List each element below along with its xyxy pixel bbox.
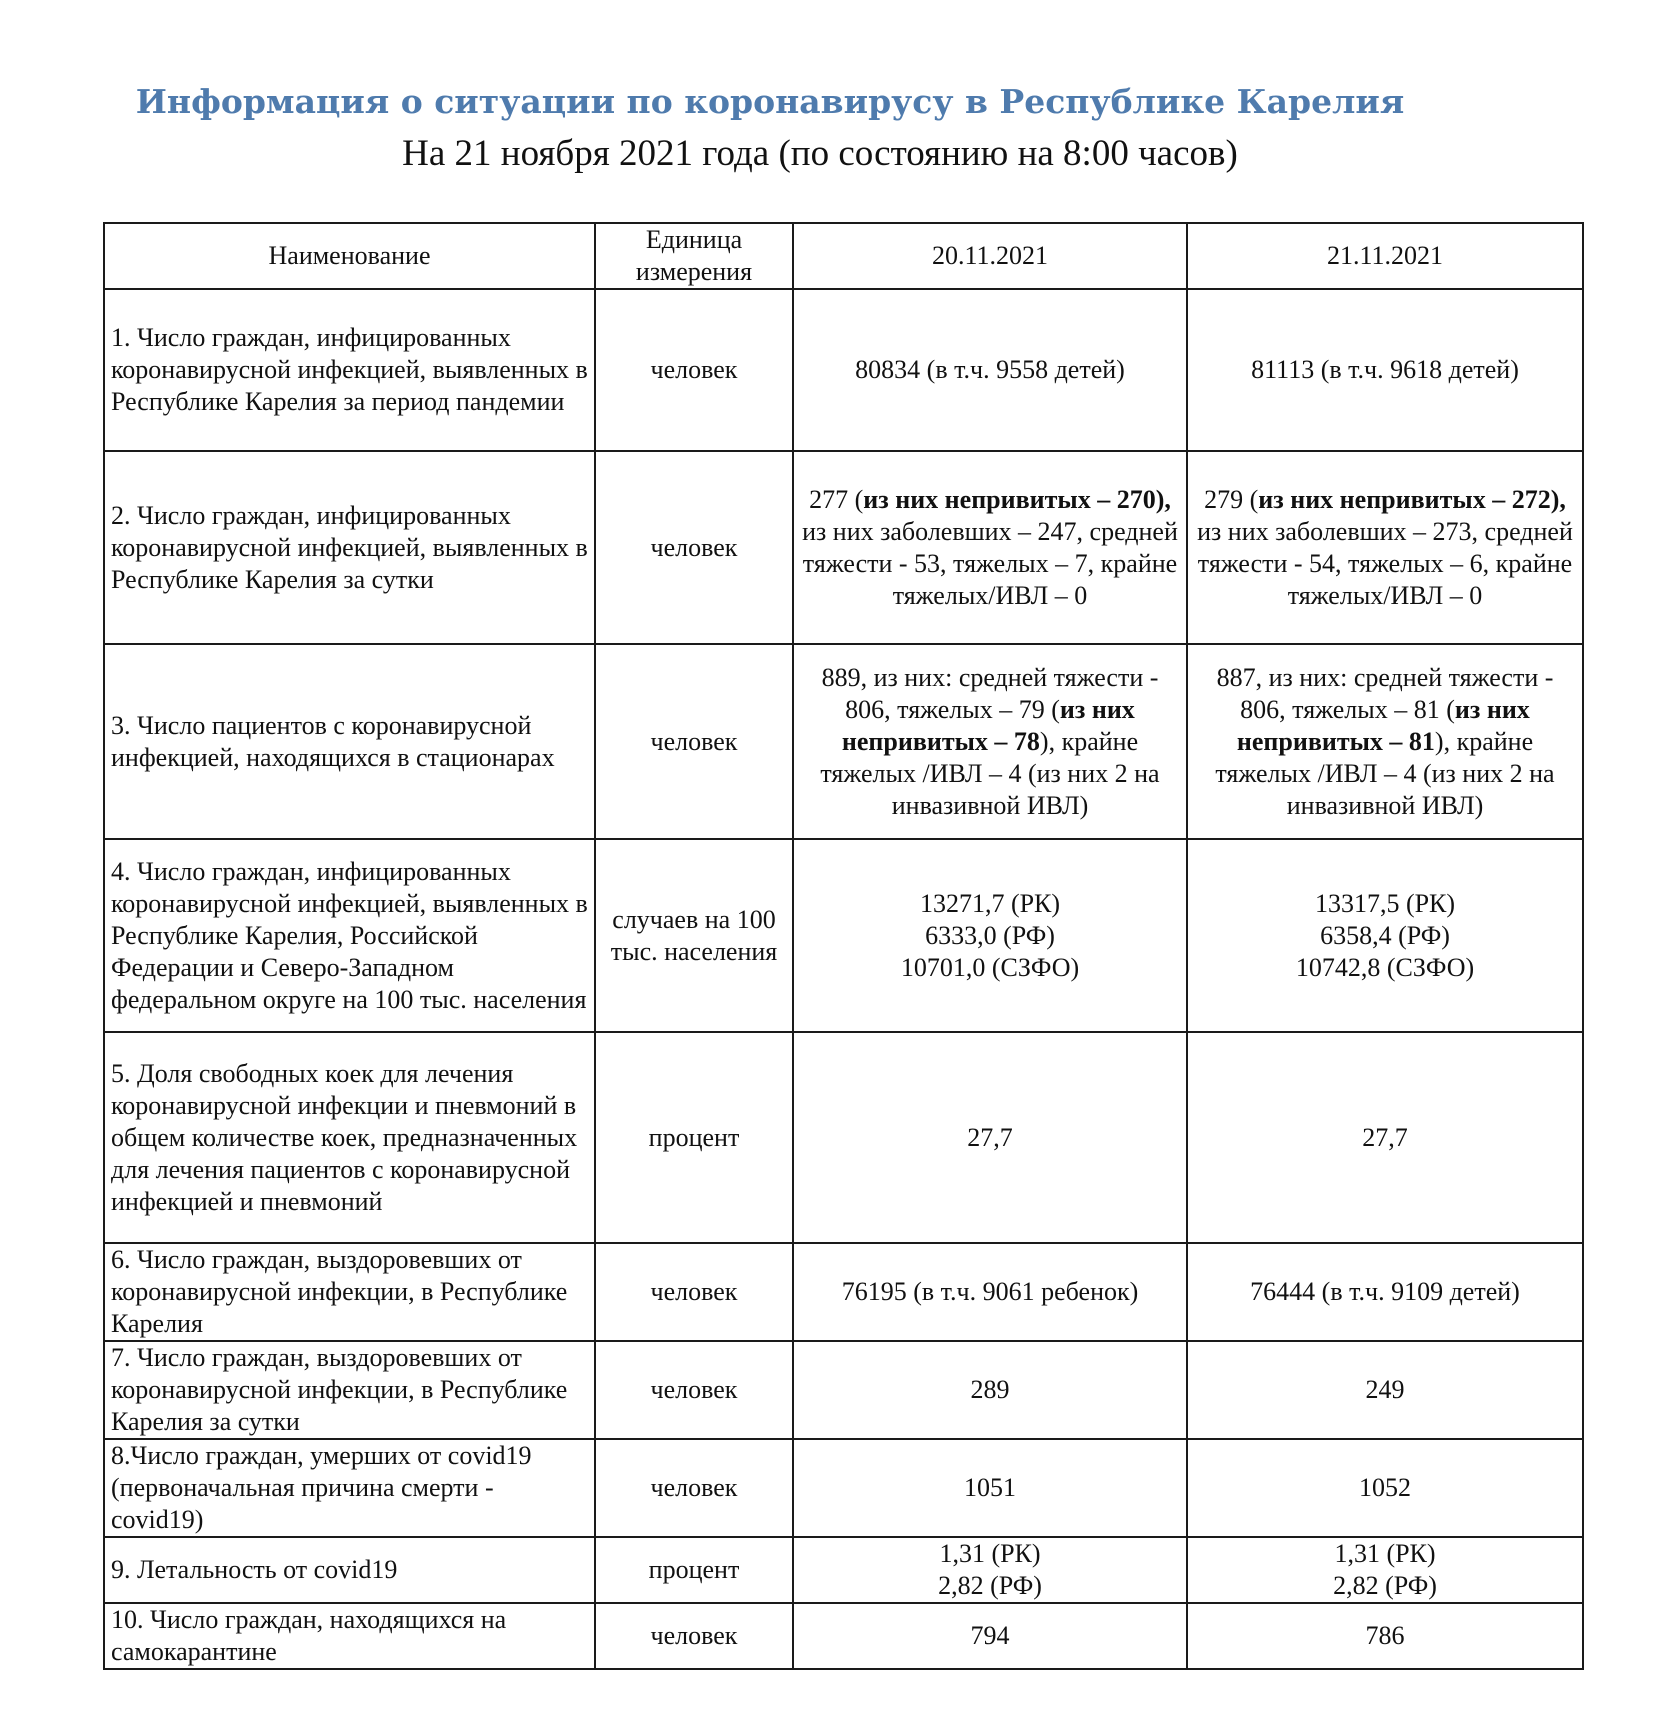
- table-row: [104, 1032, 1583, 1243]
- table-header-row: [104, 223, 1583, 289]
- header-unit-line1: Единица: [645, 225, 743, 254]
- row-value-date2: 249: [1187, 1341, 1583, 1439]
- value-bold-part: из них непривитых – 272),: [1258, 484, 1566, 514]
- row-name: 6. Число граждан, выздоровевших от коронавирусной инфекции, в Республике Карелия: [104, 1243, 595, 1341]
- row-unit: человек: [595, 289, 793, 451]
- value-line: 13317,5 (РК): [1314, 888, 1456, 918]
- row-unit: человек: [595, 1243, 793, 1341]
- row-unit: процент: [595, 1537, 793, 1603]
- table-row: [104, 839, 1583, 1032]
- value-part: 279 (: [1204, 484, 1259, 514]
- row-value-date2: 1052: [1187, 1439, 1583, 1537]
- row-value-date2: [1187, 839, 1583, 1032]
- row-name: 3. Число пациентов с коронавирусной инфекцией, находящихся в стационарах: [104, 644, 595, 839]
- row-unit: случаев на 100 тыс. населения: [595, 839, 793, 1032]
- row-value-date2: 76444 (в т.ч. 9109 детей): [1187, 1243, 1583, 1341]
- row-unit: человек: [595, 1439, 793, 1537]
- header-date-2: 21.11.2021: [1187, 223, 1583, 289]
- row-unit: человек: [595, 1341, 793, 1439]
- header-unit-line2: измерения: [635, 257, 753, 286]
- row-value-date1: 1051: [793, 1439, 1187, 1537]
- value-part: из них заболевших – 247, средней тяжести - 53, тяжелых – 7, крайне тяжелых/ИВЛ – 0: [802, 516, 1178, 610]
- value-bold-part: из них непривитых – 81: [1236, 694, 1530, 756]
- value-part: 887, из них: средней тяжести - 806, тяжелых – 81 (: [1216, 662, 1554, 724]
- row-value-date1: 80834 (в т.ч. 9558 детей): [793, 289, 1187, 451]
- value-part: ), крайне тяжелых /ИВЛ – 4 (из них 2 на инвазивной ИВЛ): [820, 726, 1160, 820]
- table-row: [104, 1603, 1583, 1669]
- value-line: 10701,0 (СЗФО): [900, 952, 1080, 982]
- row-unit: человек: [595, 451, 793, 644]
- document-subtitle: На 21 ноября 2021 года (по состоянию на 8:00 часов): [402, 133, 1238, 174]
- covid-stats-table: [103, 222, 1584, 1670]
- row-value-date2: 81113 (в т.ч. 9618 детей): [1187, 289, 1583, 451]
- value-bold-part: из них непривитых – 78: [841, 694, 1135, 756]
- row-unit: человек: [595, 644, 793, 839]
- value-part: из них заболевших – 273, средней тяжести - 54, тяжелых – 6, крайне тяжелых/ИВЛ – 0: [1197, 516, 1573, 610]
- row-name: 4. Число граждан, инфицированных коронавирусной инфекцией, выявленных в Республике Карелия, Российской Федерации и Северо-Западном федеральном округе на 100 тыс. населения: [104, 839, 595, 1032]
- table-row: [104, 1537, 1583, 1603]
- row-value-date1: [793, 1537, 1187, 1603]
- row-name: 2. Число граждан, инфицированных коронавирусной инфекцией, выявленных в Республике Карелия за сутки: [104, 451, 595, 644]
- row-value-date2: [1187, 644, 1583, 839]
- table-row: [104, 644, 1583, 839]
- value-line: 1,31 (РК): [939, 1539, 1041, 1568]
- row-name: 7. Число граждан, выздоровевших от коронавирусной инфекции, в Республике Карелия за сутки: [104, 1341, 595, 1439]
- row-unit: процент: [595, 1032, 793, 1243]
- row-value-date1: [793, 451, 1187, 644]
- row-value-date2: [1187, 1537, 1583, 1603]
- value-part: 889, из них: средней тяжести - 806, тяжелых – 79 (: [821, 662, 1159, 724]
- row-name: 9. Летальность от covid19: [104, 1537, 595, 1603]
- value-line: 1,31 (РК): [1334, 1539, 1436, 1568]
- row-value-date2: 27,7: [1187, 1032, 1583, 1243]
- row-value-date1: 794: [793, 1603, 1187, 1669]
- value-line: 10742,8 (СЗФО): [1295, 952, 1475, 982]
- row-value-date1: [793, 839, 1187, 1032]
- value-line: 6358,4 (РФ): [1320, 920, 1450, 950]
- header-unit: [595, 223, 793, 289]
- value-line: 6333,0 (РФ): [925, 920, 1055, 950]
- row-unit: человек: [595, 1603, 793, 1669]
- row-value-date1: 76195 (в т.ч. 9061 ребенок): [793, 1243, 1187, 1341]
- row-value-date2: [1187, 451, 1583, 644]
- row-name: 10. Число граждан, находящихся на самокарантине: [104, 1603, 595, 1669]
- value-line: 13271,7 (РК): [919, 888, 1061, 918]
- row-name: 1. Число граждан, инфицированных коронавирусной инфекцией, выявленных в Республике Карелия за период пандемии: [104, 289, 595, 451]
- table-row: [104, 451, 1583, 644]
- value-line: 2,82 (РФ): [938, 1571, 1042, 1600]
- table-row: [104, 289, 1583, 451]
- row-name: 5. Доля свободных коек для лечения коронавирусной инфекции и пневмоний в общем количестве коек, предназначенных для лечения пациентов с коронавирусной инфекцией и пневмоний: [104, 1032, 595, 1243]
- table-row: [104, 1341, 1583, 1439]
- value-part: 277 (: [809, 484, 864, 514]
- row-value-date1: [793, 644, 1187, 839]
- document-title: Информация о ситуации по коронавирусу в Республике Карелия: [135, 82, 1405, 121]
- value-line: 2,82 (РФ): [1333, 1571, 1437, 1600]
- table-row: [104, 1439, 1583, 1537]
- table-row: [104, 1243, 1583, 1341]
- row-name: 8.Число граждан, умерших от covid19 (первоначальная причина смерти - covid19): [104, 1439, 595, 1537]
- row-value-date1: 289: [793, 1341, 1187, 1439]
- row-value-date2: 786: [1187, 1603, 1583, 1669]
- value-bold-part: из них непривитых – 270),: [863, 484, 1171, 514]
- header-name: Наименование: [104, 223, 595, 289]
- row-value-date1: 27,7: [793, 1032, 1187, 1243]
- header-date-1: 20.11.2021: [793, 223, 1187, 289]
- value-part: ), крайне тяжелых /ИВЛ – 4 (из них 2 на инвазивной ИВЛ): [1215, 726, 1555, 820]
